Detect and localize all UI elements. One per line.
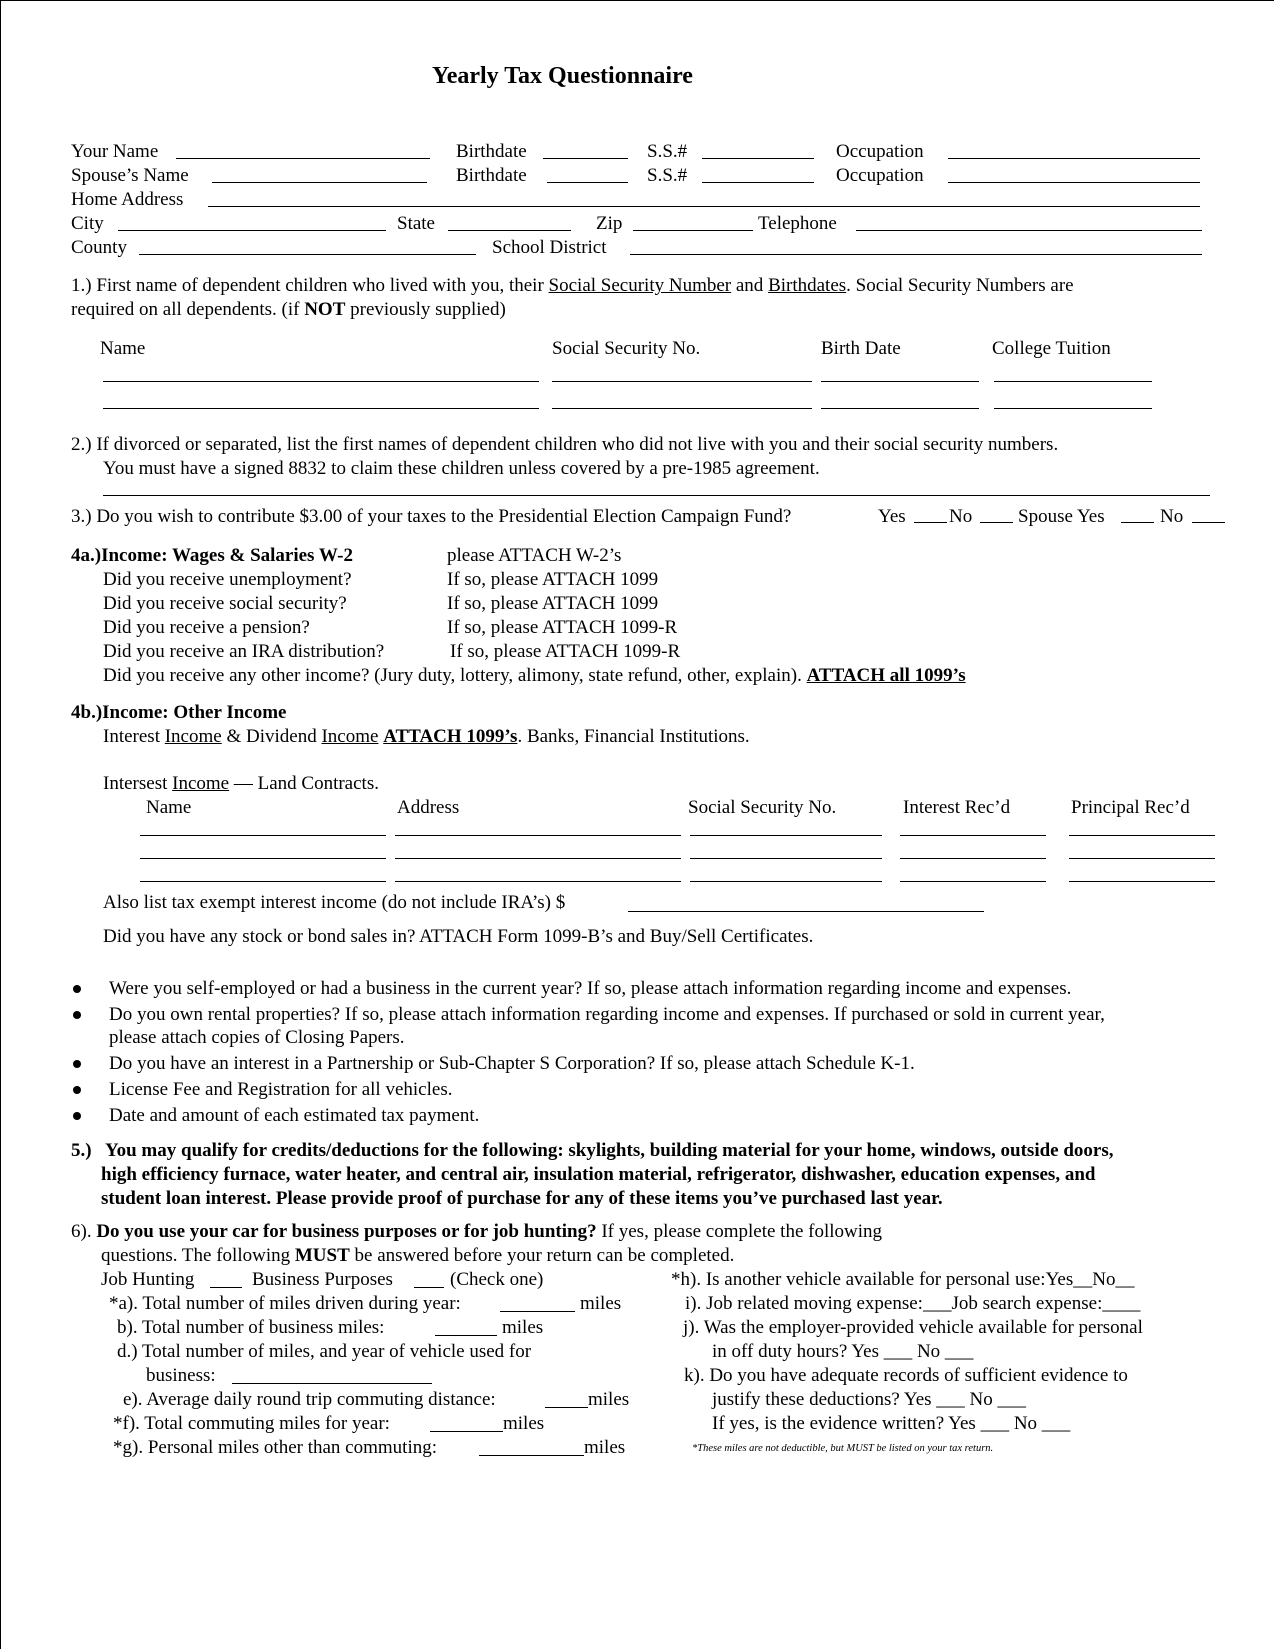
q1-header-tuition: College Tuition — [992, 338, 1111, 359]
q6-rest: If yes, please complete the following — [601, 1221, 883, 1242]
q6-number: 6). — [71, 1221, 92, 1242]
q6-job-hunting-field[interactable] — [210, 1287, 242, 1288]
q4b-row3-interest[interactable] — [900, 881, 1046, 882]
spouse-birthdate-field[interactable] — [547, 182, 628, 183]
q1-row1-name[interactable] — [103, 381, 539, 382]
q4b-intersest-text: Intersest — [103, 773, 168, 794]
q6-line2 — [101, 1246, 734, 1265]
your-occupation-field[interactable] — [948, 158, 1200, 159]
q4a-item-a: If so, please ATTACH 1099 — [447, 593, 659, 614]
q6-b-field[interactable] — [435, 1335, 497, 1336]
q4a-heading: 4a.)Income: Wages & Salaries W-2 — [71, 545, 353, 566]
home-address-field[interactable] — [208, 206, 1200, 207]
q1-line2-b: previously supplied) — [350, 299, 506, 320]
q6-line2-b: be answered before your return can be completed. — [354, 1245, 735, 1266]
q6-a-field[interactable] — [500, 1311, 575, 1312]
q4b-row3-ssn[interactable] — [690, 881, 882, 882]
q1-line2-a: required on all dependents. (if — [71, 299, 300, 320]
q6-line2-a: questions. The following — [101, 1245, 291, 1266]
q4b-interest-text: Interest — [103, 726, 160, 747]
q1-and: and — [735, 275, 764, 296]
q2-line1-text: If divorced or separated, list the first names of dependent children who did not live with you and their social security numbers. — [96, 434, 1059, 455]
county-field[interactable] — [139, 254, 476, 255]
q4b-header-ssn: Social Security No. — [688, 797, 837, 818]
q1-row1-tuition[interactable] — [994, 381, 1152, 382]
q6-must: MUST — [294, 1245, 350, 1266]
q4b-header-name: Name — [146, 797, 192, 818]
q4a-item-a: If so, please ATTACH 1099 — [447, 569, 659, 590]
q4b-row2-interest[interactable] — [900, 858, 1046, 859]
q4b-row2-principal[interactable] — [1069, 858, 1215, 859]
q5-number: 5.) — [71, 1140, 92, 1161]
q6-k-line2: justify these deductions? Yes ___ No ___ — [712, 1389, 1027, 1410]
q6-f-label: *f). Total commuting miles for year: — [113, 1413, 390, 1434]
q1-row2-birthdate[interactable] — [821, 408, 979, 409]
q6-footnote: *These miles are not deductible, but MUST be listed on your tax return. — [692, 1443, 994, 1454]
q4b-land-text: — Land Contracts. — [233, 773, 379, 794]
q6-check-one: (Check one) — [450, 1269, 544, 1290]
q6-i: i). Job related moving expense:___Job search expense:____ — [685, 1293, 1141, 1314]
q4b-header-address: Address — [397, 797, 460, 818]
q1-text-a: First name of dependent children who lived with you, their — [96, 275, 544, 296]
q1-number: 1.) — [71, 275, 92, 296]
birthdate-label: Birthdate — [456, 141, 527, 162]
q6-g-field[interactable] — [479, 1455, 584, 1456]
q4a-attach-all: ATTACH all 1099’s — [806, 665, 966, 686]
city-label: City — [71, 213, 104, 234]
q4b-interest-line — [103, 727, 750, 746]
home-address-label: Home Address — [71, 189, 184, 210]
q6-h: *h). Is another vehicle available for personal use:Yes__No__ — [671, 1269, 1135, 1290]
q4b-row2-name[interactable] — [140, 858, 386, 859]
q1-row1-birthdate[interactable] — [821, 381, 979, 382]
q4a-item-q: Did you receive an IRA distribution? — [103, 641, 385, 662]
q1-header-birthdate: Birth Date — [821, 338, 901, 359]
q4b-land-contracts — [103, 774, 379, 793]
q3-spouse-no-field[interactable] — [1192, 522, 1225, 523]
q4b-row1-address[interactable] — [395, 835, 681, 836]
your-ssn-field[interactable] — [702, 158, 814, 159]
q4a-attach-w2: please ATTACH W-2’s — [447, 545, 622, 566]
q6-business-purposes-label: Business Purposes — [252, 1269, 393, 1290]
q4b-income-underlined-3: Income — [172, 773, 230, 794]
q2-line2: You must have a signed 8832 to claim these children unless covered by a pre-1985 agreement. — [103, 458, 820, 479]
q3-no-label: No — [949, 506, 973, 527]
q4a-item-a: If so, please ATTACH 1099-R — [447, 617, 678, 638]
q4b-row1-principal[interactable] — [1069, 835, 1215, 836]
spouse-name-field[interactable] — [212, 182, 427, 183]
q3-spouse-yes-field[interactable] — [1121, 522, 1154, 523]
school-district-label: School District — [492, 237, 607, 258]
telephone-label: Telephone — [758, 213, 837, 234]
q3-yes-field[interactable] — [914, 522, 947, 523]
q4a-other — [103, 666, 966, 685]
q4a-item-q: Did you receive a pension? — [103, 617, 310, 638]
q4b-row3-address[interactable] — [395, 881, 681, 882]
bullet-estimated-tax: Date and amount of each estimated tax payment. — [109, 1105, 480, 1126]
bullet-dot — [73, 1011, 81, 1019]
school-district-field[interactable] — [630, 254, 1202, 255]
q1-text — [71, 276, 1074, 295]
bullet-rental-cont: please attach copies of Closing Papers. — [109, 1027, 405, 1048]
state-label: State — [397, 213, 435, 234]
q4b-row2-ssn[interactable] — [690, 858, 882, 859]
q2-line1 — [71, 435, 1058, 454]
page-title: Yearly Tax Questionnaire — [432, 63, 693, 89]
q1-ssn-underlined: Social Security Number — [548, 275, 732, 296]
your-birthdate-field[interactable] — [543, 158, 628, 159]
q6-e-miles: miles — [588, 1389, 630, 1410]
q4a-item-q: Did you receive unemployment? — [103, 569, 352, 590]
q4b-income-underlined: Income — [164, 726, 222, 747]
q3-question: Do you wish to contribute $3.00 of your taxes to the Presidential Election Campaign Fund? — [96, 506, 792, 527]
your-name-field[interactable] — [176, 158, 430, 159]
bullet-license: License Fee and Registration for all vehicles. — [109, 1079, 453, 1100]
q4b-row3-principal[interactable] — [1069, 881, 1215, 882]
q4a-other-text: Did you receive any other income? (Jury duty, lottery, alimony, state refund, other, explain). — [103, 665, 802, 686]
q4b-row1-ssn[interactable] — [690, 835, 882, 836]
q4b-stock-text: Did you have any stock or bond sales in? ATTACH Form 1099-B’s and Buy/Sell Certificates. — [103, 926, 814, 947]
q3-spouse-yes-label: Spouse Yes — [1018, 506, 1105, 527]
bullet-dot — [73, 1112, 81, 1120]
q6-line1 — [71, 1222, 882, 1241]
q6-business-purposes-field[interactable] — [414, 1287, 444, 1288]
q2-answer-field[interactable] — [103, 495, 1210, 496]
q1-row1-ssn[interactable] — [552, 381, 812, 382]
q6-d-field[interactable] — [232, 1383, 432, 1384]
telephone-field[interactable] — [856, 230, 1202, 231]
q3-yes-label: Yes — [878, 506, 906, 527]
q1-not: NOT — [304, 299, 346, 320]
bullet-dot — [73, 1060, 81, 1068]
q4b-row3-name[interactable] — [140, 881, 386, 882]
q6-b-miles: miles — [502, 1317, 544, 1338]
zip-label: Zip — [596, 213, 623, 234]
q1-text-b: . Social Security Numbers are — [846, 275, 1074, 296]
q4b-income-underlined-2: Income — [321, 726, 379, 747]
q6-bold-question: Do you use your car for business purposes or for job hunting? — [96, 1221, 597, 1242]
q6-k-line3: If yes, is the evidence written? Yes ___ No ___ — [712, 1413, 1071, 1434]
spouse-ssn-label: S.S.# — [647, 165, 688, 186]
q5-line3: student loan interest. Please provide proof of purchase for any of these items you’ve purchased last year. — [101, 1188, 943, 1209]
q1-row2-name[interactable] — [103, 408, 539, 409]
q6-job-hunting-label: Job Hunting — [101, 1269, 195, 1290]
q5-line1: You may qualify for credits/deductions for the following: skylights, building material for your home, windows, outside doors, — [105, 1140, 1114, 1161]
state-field[interactable] — [448, 230, 571, 231]
county-label: County — [71, 237, 127, 258]
ssn-label: S.S.# — [647, 141, 688, 162]
bullet-self-employed: Were you self-employed or had a business in the current year? If so, please attach information regarding income and expenses. — [109, 978, 1072, 999]
q4a-item-q: Did you receive social security? — [103, 593, 347, 614]
q6-j-line2: in off duty hours? Yes ___ No ___ — [712, 1341, 974, 1362]
q6-g-miles: miles — [584, 1437, 626, 1458]
q1-header-name: Name — [100, 338, 146, 359]
q4a-item-a: If so, please ATTACH 1099-R — [450, 641, 681, 662]
q3-no-field[interactable] — [980, 522, 1013, 523]
q6-g-label: *g). Personal miles other than commuting: — [113, 1437, 438, 1458]
bullet-rental: Do you own rental properties? If so, please attach information regarding income and expenses. If purchased or sold in current year, — [109, 1004, 1105, 1025]
your-name-label: Your Name — [71, 141, 159, 162]
spouse-birthdate-label: Birthdate — [456, 165, 527, 186]
city-field[interactable] — [118, 230, 386, 231]
q4b-attach-1099: ATTACH 1099’s — [383, 726, 518, 747]
q4b-header-interest: Interest Rec’d — [903, 797, 1011, 818]
q4b-row2-address[interactable] — [395, 858, 681, 859]
q6-a-miles: miles — [580, 1293, 622, 1314]
spouse-occupation-field[interactable] — [948, 182, 1200, 183]
q1-line2 — [71, 300, 506, 319]
spouse-occupation-label: Occupation — [836, 165, 924, 186]
q4b-dividend-text: & Dividend — [226, 726, 317, 747]
q4b-heading: 4b.)Income: Other Income — [71, 702, 287, 723]
q1-birthdates-underlined: Birthdates — [768, 275, 847, 296]
q6-k-line1: k). Do you have adequate records of sufficient evidence to — [684, 1365, 1128, 1386]
q6-f-field[interactable] — [430, 1431, 503, 1432]
q4b-header-principal: Principal Rec’d — [1071, 797, 1190, 818]
q6-b-label: b). Total number of business miles: — [117, 1317, 385, 1338]
spouse-ssn-field[interactable] — [702, 182, 814, 183]
q3-text — [71, 507, 791, 526]
q1-row2-tuition[interactable] — [994, 408, 1152, 409]
occupation-label: Occupation — [836, 141, 924, 162]
q3-number: 3.) — [71, 506, 92, 527]
q4b-row1-name[interactable] — [140, 835, 386, 836]
q4b-row1-interest[interactable] — [900, 835, 1046, 836]
bullet-dot — [73, 985, 81, 993]
q6-a-label: *a). Total number of miles driven during year: — [109, 1293, 461, 1314]
q6-e-field[interactable] — [545, 1407, 588, 1408]
zip-field[interactable] — [633, 230, 753, 231]
q3-spouse-no-label: No — [1160, 506, 1184, 527]
q6-e-label: e). Average daily round trip commuting distance: — [123, 1389, 496, 1410]
q4b-exempt-label: Also list tax exempt interest income (do not include IRA’s) $ — [103, 892, 566, 913]
q2-number: 2.) — [71, 434, 92, 455]
q5-line2: high efficiency furnace, water heater, and central air, insulation material, refrigerator, dishwasher, education expenses, and — [101, 1164, 1096, 1185]
q6-d-label: d.) Total number of miles, and year of vehicle used for — [117, 1341, 532, 1362]
q6-d-business: business: — [146, 1365, 216, 1386]
q1-header-ssn: Social Security No. — [552, 338, 701, 359]
q1-row2-ssn[interactable] — [552, 408, 812, 409]
spouse-name-label: Spouse’s Name — [71, 165, 189, 186]
q6-f-miles: miles — [503, 1413, 545, 1434]
bullet-dot — [73, 1086, 81, 1094]
q6-j-line1: j). Was the employer-provided vehicle available for personal — [683, 1317, 1143, 1338]
q4b-exempt-field[interactable] — [628, 911, 984, 912]
bullet-partnership: Do you have an interest in a Partnership or Sub-Chapter S Corporation? If so, please attach Schedule K-1. — [109, 1053, 915, 1074]
q4b-banks: . Banks, Financial Institutions. — [517, 726, 750, 747]
